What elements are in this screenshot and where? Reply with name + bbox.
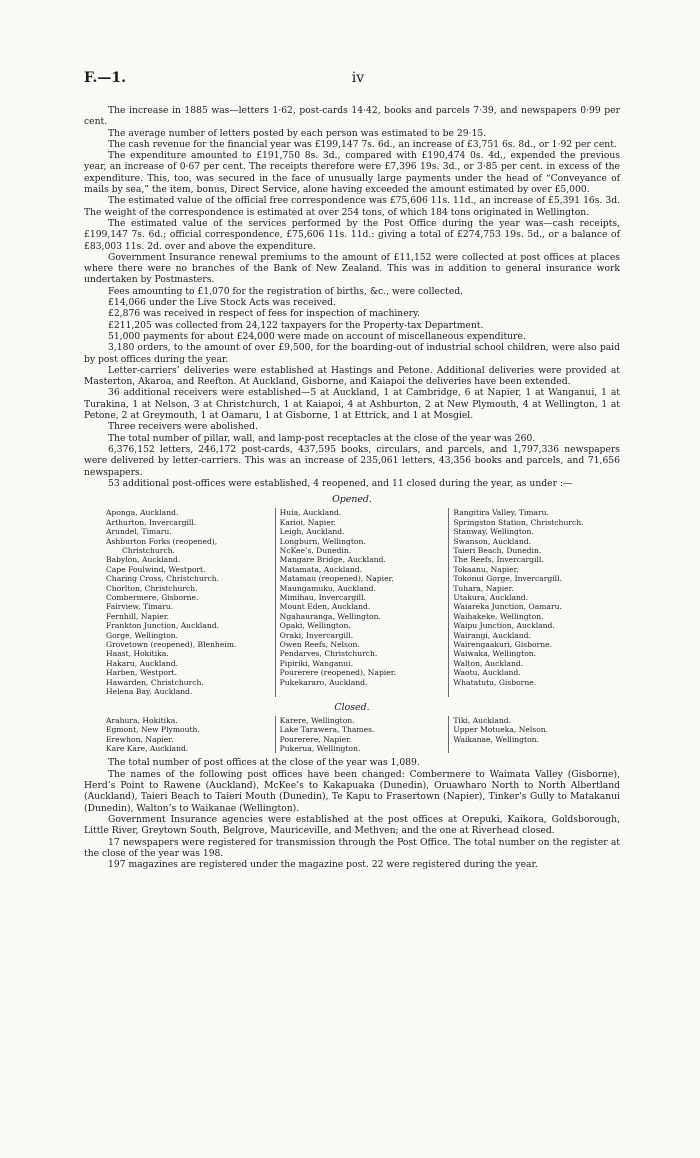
paragraph: The cash revenue for the financial year was £199,147 7s. 6d., an increase of £3,751 6s. 8d., or 1·92 per cent.: [108, 138, 617, 150]
opened-column-1: [102, 508, 275, 696]
paragraph: The expenditure amounted to £191,750 8s. 3d., compared with £190,474 0s. 4d., expended the previous year, an increase of 0·67 per cent. The receipts therefore were £7,396 19s. 3d., or 3·85 per cent. in excess of the expenditure. This, too, was secured in the face of unusually large payments under the head of “Conveyance of mails by sea,” the item, bonus, Direct Service, alone having exceeded the amount estimated by over £5,000.: [84, 150, 620, 196]
post-office-entry: Pourerere, Napier.: [279, 734, 352, 744]
paragraph: The estimated value of the services performed by the Post Office during the year was—cash receipts, £199,147 7s. 6d.; official correspondence, £75,606 11s. 11d.: giving a total of £274,753 19s. 5d., or a balance of £83,003 11s. 2d. over and above the expenditure.: [84, 217, 620, 252]
post-office-entry: Waiwaka, Wellington.: [453, 649, 537, 659]
post-office-entry: Tokaanu, Napier.: [453, 564, 519, 574]
post-office-entry: Waipu Junction, Auckland.: [453, 621, 555, 631]
paragraphs-bottom: [84, 757, 620, 870]
post-office-entry: Matamata, Auckland.: [279, 564, 363, 574]
post-office-entry: Arahura, Hokitika.: [106, 715, 178, 725]
opened-offices-list: [102, 508, 622, 696]
post-office-entry: Pendarves, Christchurch.: [279, 649, 378, 659]
post-office-entry: Ngahauranga, Wellington.: [279, 611, 381, 621]
post-office-entry: Frankton Junction, Auckland.: [106, 621, 220, 631]
closed-column-1: [102, 716, 275, 754]
post-office-entry: Longburn, Wellington.: [279, 536, 366, 546]
paragraph: £2,876 was received in respect of fees for inspection of machinery.: [108, 308, 420, 320]
closed-column-2: [275, 716, 449, 754]
paragraph: The estimated value of the official free correspondence was £75,606 11s. 11d., an increase of £5,391 16s. 3d. The weight of the correspondence is estimated at over 254 tons, of which 184 tons originated in Wellington.: [84, 195, 620, 218]
post-office-entry: Fairview, Timaru.: [106, 602, 174, 612]
paragraph: The names of the following post offices have been changed: Combermere to Waimata Valley (Gisborne), Herd’s Point to Rawene (Auckland), McKee’s to Kakapuaka (Dunedin), Oruawharo North to North Albertland (Auckland), Taieri Beach to Taieri Mouth (Dunedin), Te Kapu to Frasertown (Napier), Tinker’s Gully to Matakanui (Dunedin), Walton’s to Waikanae (Wellington).: [84, 768, 620, 814]
post-office-entry: Owen Reefs, Nelson.: [279, 640, 360, 650]
post-office-entry: Maungamuku, Auckland.: [279, 583, 376, 593]
post-office-entry: Haast, Hokitika.: [106, 649, 169, 659]
post-office-entry: Hakaru, Auckland.: [106, 658, 178, 668]
page-header: [84, 70, 632, 92]
post-office-entry: Babylon, Auckland.: [106, 555, 181, 565]
post-office-entry: NcKee’s, Dunedin.: [279, 546, 352, 556]
post-office-entry: Tokonui Gorge, Invercargill.: [453, 574, 562, 584]
post-office-entry: Waihakeke, Wellington.: [453, 611, 544, 621]
post-office-entry: Kare Kare, Auckland.: [106, 744, 189, 754]
post-office-entry: Waotu, Auckland.: [453, 668, 521, 678]
post-office-entry: Chorlton, Christchurch.: [106, 583, 198, 593]
paragraph: Fees amounting to £1,070 for the registration of births, &c., were collected.: [108, 285, 464, 297]
post-office-entry: Harben, Westport.: [106, 668, 178, 678]
paragraph: 17 newspapers were registered for transmission through the Post Office. The total number on the register at the close of the year was 198.: [84, 836, 620, 859]
post-office-entry: Utakura, Auckland.: [453, 593, 529, 603]
post-office-entry: Taieri Beach, Dunedin.: [453, 546, 542, 556]
post-office-entry: Waikanae, Wellington.: [453, 734, 539, 744]
post-office-entry: Charing Cross, Christchurch.: [106, 574, 220, 584]
post-office-entry: Leigh, Auckland.: [279, 527, 345, 537]
post-office-entry: Mangare Bridge, Auckland.: [279, 555, 386, 565]
paragraph: The average number of letters posted by each person was estimated to be 29·15.: [108, 127, 487, 139]
post-office-entry: Waiareka Junction, Oamaru.: [453, 602, 562, 612]
post-office-entry: Ashburton Forks (reopened),: [106, 536, 218, 546]
post-office-entry: Fernhill, Napier.: [106, 611, 170, 621]
post-office-entry: Arundel, Timaru.: [106, 527, 172, 537]
post-office-entry: Pukerua, Wellington.: [279, 744, 361, 754]
post-office-entry: Walton, Auckland.: [453, 658, 524, 668]
post-office-entry: Swanson, Auckland.: [453, 536, 532, 546]
post-office-entry: Opaki, Wellington.: [279, 621, 351, 631]
paragraph: The increase in 1885 was—letters 1·62, post-cards 14·42, books and parcels 7·39, and newspapers 0·99 per cent.: [84, 105, 620, 128]
post-office-entry: Lake Tarawera, Thames.: [279, 725, 375, 735]
post-office-entry: Mount Eden, Auckland.: [279, 602, 371, 612]
paragraph: £14,066 under the Live Stock Acts was received.: [108, 297, 336, 309]
post-office-entry: Huia, Auckland.: [279, 508, 342, 518]
post-office-entry: Springston Station, Christchurch.: [453, 517, 584, 527]
post-office-entry: Erewhon, Napier.: [106, 734, 174, 744]
post-office-entry: Pourerere (reopened), Napier.: [279, 668, 396, 678]
post-office-entry: Hawarden, Christchurch.: [106, 677, 204, 687]
post-office-entry: Pukekararo, Auckland.: [279, 677, 368, 687]
paragraph: Government Insurance renewal premiums to the amount of £11,152 were collected at post offices at places where there were no branches of the Bank of New Zealand. This was in addition to general insurance work undertaken by Postmasters.: [84, 251, 620, 286]
post-office-entry: Wairangi, Auckland.: [453, 630, 531, 640]
paragraph: The total number of pillar, wall, and lamp-post receptacles at the close of the year was 260.: [108, 432, 536, 444]
page-number: iv: [351, 70, 365, 86]
paragraph: 6,376,152 letters, 246,172 post-cards, 437,595 books, circulars, and parcels, and 1,797,336 newspapers were delivered by letter-carriers. This was an increase of 235,061 letters, 43,356 books and parcels, and 71,656 newspapers.: [84, 443, 620, 478]
post-office-entry: Arthurton, Invercargill.: [106, 517, 197, 527]
post-office-entry: Wairengaakuri, Gisborne.: [453, 640, 553, 650]
paragraph: 3,180 orders, to the amount of over £9,500, for the boarding-out of industrial school children, were also paid by post offices during the year.: [84, 342, 620, 365]
closed-heading: Closed.: [334, 701, 370, 713]
paragraph: 36 additional receivers were established—5 at Auckland, 1 at Cambridge, 6 at Napier, 1 at Wanganui, 1 at Turakina, 1 at Nelson, 3 at Christchurch, 1 at Kaiapoi, 4 at Ashburton, 2 at New Plymouth, 4 at Wellington, 1 at Petone, 2 at Greymouth, 1 at Oamaru, 1 at Gisborne, 1 at Ettrick, and 1 at Mosgiel.: [84, 387, 620, 422]
closed-offices-list: [102, 716, 622, 754]
paragraph: The total number of post offices at the close of the year was 1,089.: [108, 757, 420, 769]
paragraph: 53 additional post-offices were established, 4 reopened, and 11 closed during the year, as under :—: [108, 477, 573, 489]
post-office-entry: Karioi, Napier.: [279, 517, 336, 527]
post-office-entry: Tiki, Auckland.: [453, 715, 512, 725]
post-office-entry: Upper Motueka, Nelson.: [453, 725, 549, 735]
post-office-entry: Karere, Wellington.: [279, 715, 355, 725]
post-office-entry: Rangitira Valley, Timaru.: [453, 508, 549, 518]
closed-column-3: [448, 716, 622, 754]
post-office-entry: Cape Foulwind, Westport.: [106, 564, 206, 574]
post-office-entry: Combermere, Gisborne.: [106, 593, 199, 603]
paragraph: Letter-carriers’ deliveries were established at Hastings and Petone. Additional deliveries were provided at Masterton, Akaroa, and Reefton. At Auckland, Gisborne, and Kaiapoi the deliveries have been extended.: [84, 364, 620, 388]
post-office-entry: The Reefs, Invercargill.: [453, 555, 544, 565]
document-body: [84, 105, 620, 870]
paragraphs-top: [84, 105, 620, 489]
post-office-entry: Aponga, Auckland.: [106, 508, 179, 518]
opened-column-2: [275, 508, 449, 696]
paragraph: 197 magazines are registered under the magazine post. 22 were registered during the year.: [108, 859, 538, 871]
paragraph: 51,000 payments for about £24,000 were made on account of miscellaneous expenditure.: [108, 330, 526, 342]
post-office-entry: Helena Bay, Auckland.: [106, 687, 193, 697]
post-office-entry: Mimihau, Invercargill.: [279, 593, 366, 603]
post-office-entry: Tuhara, Napier.: [453, 583, 514, 593]
post-office-entry: Christchurch.: [122, 546, 175, 556]
post-office-entry: Matamau (reopened), Napier.: [279, 574, 394, 584]
post-office-entry: Stanway, Wellington.: [453, 527, 534, 537]
opened-heading: Opened.: [332, 494, 372, 506]
post-office-entry: Grovetown (reopened), Blenheim.: [106, 640, 237, 650]
post-office-entry: Whatatutu, Gisborne.: [453, 677, 537, 687]
opened-column-3: [448, 508, 622, 696]
post-office-entry: Egmont, New Plymouth.: [106, 725, 200, 735]
paragraph: £211,205 was collected from 24,122 taxpayers for the Property-tax Department.: [108, 319, 484, 331]
page-reference: F.—1.: [84, 70, 127, 86]
paragraph: Three receivers were abolished.: [108, 421, 258, 433]
post-office-entry: Oraki, Invercargill.: [279, 630, 354, 640]
paragraph: Government Insurance agencies were established at the post offices at Orepuki, Kaikora, Goldsborough, Little River, Greytown South, Belgrove, Mauriceville, and Methven; and the one at Riverhead closed.: [84, 813, 620, 837]
post-office-entry: Pipiriki, Wanganui.: [279, 658, 353, 668]
post-office-entry: Gorge, Wellington.: [106, 630, 179, 640]
